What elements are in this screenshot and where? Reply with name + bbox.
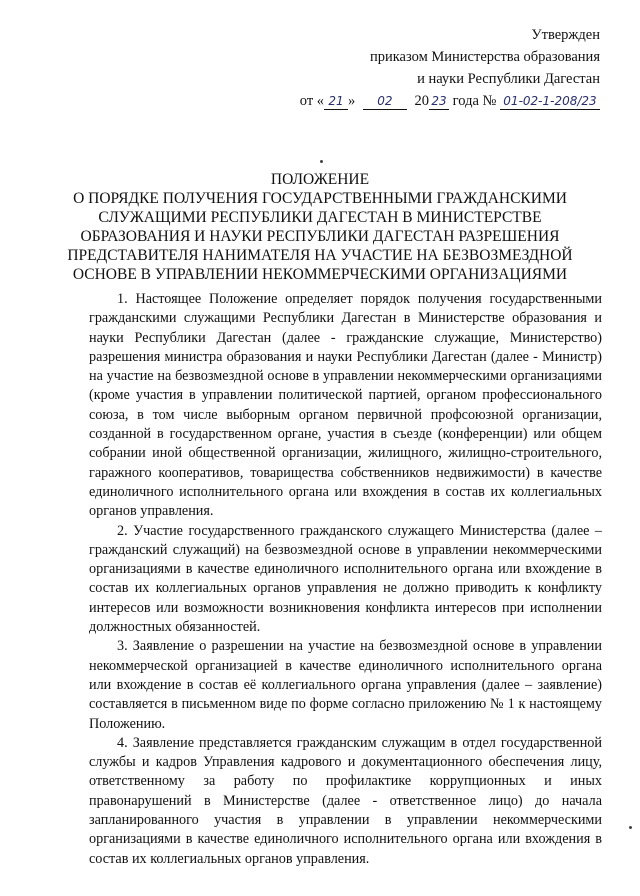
document-body (89, 290, 602, 869)
approval-title: Утвержден (531, 27, 600, 43)
paragraph-4: 4. Заявление представляется гражданским служащим в отдел государственной службы и кадров Управления кадрового и документационного обеспечения лицу, ответственному за работу по профилактике коррупционных и иных правонарушений в Министерстве (далее - ответственное лицо) до начала запланированного участия в управлении в управлении некоммерческими организациями в качестве единоличного исполнительного органа или вхождения в состав их коллегиальных органов управления. (89, 734, 602, 867)
paragraph-3: 3. Заявление о разрешении на участие на безвозмездной основе в управлении некоммерческой организацией в качестве единоличного исполнительного органа или вхождение в состав её коллегиального органа управления (далее – заявление) составляется в письменном виде по форме согласно приложению № 1 к настоящему Положению. (89, 638, 602, 732)
number-label: года № (452, 93, 497, 109)
scan-speck (320, 160, 323, 163)
year-suffix: 23 (429, 93, 449, 110)
year-prefix: 20 (414, 93, 430, 109)
date-month: 02 (363, 93, 407, 110)
title-subtitle: О ПОРЯДКЕ ПОЛУЧЕНИЯ ГОСУДАРСТВЕННЫМИ ГРАЖДАНСКИМИ СЛУЖАЩИМИ РЕСПУБЛИКИ ДАГЕСТАН В МИНИСТЕРСТВЕ ОБРАЗОВАНИЯ И НАУКИ РЕСПУБЛИКИ ДАГЕСТАН РАЗРЕШЕНИЯ ПРЕДСТАВИТЕЛЯ НАНИМАТЕЛЯ НА УЧАСТИЕ НА БЕЗВОЗМЕЗДНОЙ ОСНОВЕ В УПРАВЛЕНИИ НЕКОММЕРЧЕСКИМИ ОРГАНИЗАЦИЯМИ (67, 190, 573, 283)
date-day: 21 (324, 93, 348, 110)
document-title (50, 170, 590, 284)
order-number: 01-02-1-208/23 (500, 93, 600, 110)
approval-block (300, 24, 600, 112)
paragraph-2: 2. Участие государственного гражданского служащего Министерства (далее – гражданский служащий) на безвозмездной основе в управлении некоммерческими организациями в качестве единоличного исполнительного органа или вхождение в состав их коллегиальных органов управления не должно приводить к конфликту интересов или возможности возникновения конфликта интересов при исполнении должностных обязанностей. (89, 522, 602, 636)
approval-ministry-line: и науки Республики Дагестан (417, 71, 600, 87)
scan-speck (629, 826, 632, 829)
date-sep: » (348, 93, 356, 109)
date-prefix: от « (299, 93, 325, 109)
approval-order-line: приказом Министерства образования (369, 49, 600, 65)
approval-date-line (300, 90, 600, 112)
paragraph-1: 1. Настоящее Положение определяет порядок получения государственными гражданскими служащими Республики Дагестан в Министерстве образования и науки Республики Дагестан (далее - гражданские служащие, Министерство) разрешения министра образования и науки Республики Дагестан (далее - Министр) на участие на безвозмездной основе в управлении некоммерческими организациями (кроме участия в управлении политической партией, органом профессионального союза, в том числе выборным органом первичной профсоюзной организации, созданной в государственном органе, участия в съезде (конференции) или общем собрании иной общественной организации, жилищного, жилищно-строительного, гаражного кооперативов, товарищества собственников недвижимости) в качестве единоличного исполнительного органа или вхождения в состав их коллегиальных органов управления. (89, 291, 602, 520)
title-heading: ПОЛОЖЕНИЕ (270, 171, 370, 188)
